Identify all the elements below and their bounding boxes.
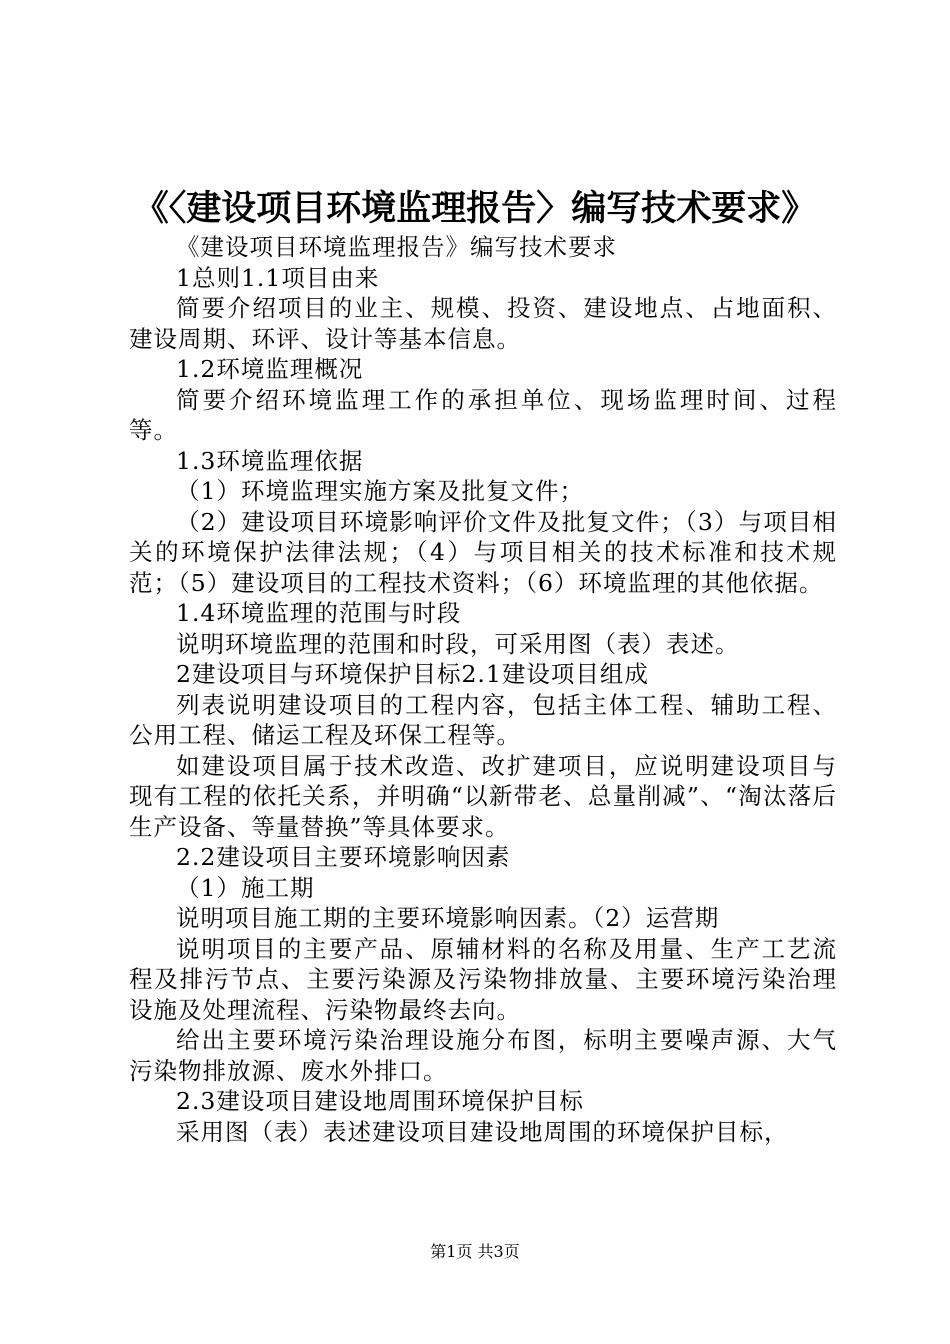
body-paragraph: 1总则1.1项目由来 bbox=[176, 263, 380, 292]
body-paragraph: 给出主要环境污染治理设施分布图，标明主要噪声源、大气污染物排放源、废水外排口。 bbox=[129, 1026, 837, 1085]
body-paragraph: 《建设项目环境监理报告》编写技术要求 bbox=[176, 233, 617, 261]
document-title: 《〈建设项目环境监理报告〉编写技术要求》 bbox=[133, 188, 817, 229]
body-paragraph: 2建设项目与环境保护目标2.1建设项目组成 bbox=[176, 660, 649, 688]
body-paragraph: 1.2环境监理概况 bbox=[176, 355, 364, 383]
document-body bbox=[129, 232, 837, 1147]
body-paragraph: 说明环境监理的范围和时段，可采用图（表）表述。 bbox=[176, 629, 740, 658]
body-paragraph: （2）建设项目环境影响评价文件及批复文件；（3）与项目相关的环境保护法律法规；（4）与项目相关的技术标准和技术规范；（5）建设项目的工程技术资料；（6）环境监理的其他依据。 bbox=[129, 507, 837, 597]
body-paragraph: 2.3建设项目建设地周围环境保护目标 bbox=[176, 1087, 584, 1115]
body-paragraph: 如建设项目属于技术改造、改扩建项目，应说明建设项目与现有工程的依托关系，并明确“以新带老、总量削减”、“淘汰落后生产设备、等量替换”等具体要求。 bbox=[129, 751, 837, 841]
body-paragraph: 1.4环境监理的范围与时段 bbox=[176, 599, 462, 627]
body-paragraph: 1.3环境监理依据 bbox=[176, 446, 364, 475]
body-paragraph: 列表说明建设项目的工程内容，包括主体工程、辅助工程、公用工程、储运工程及环保工程等。 bbox=[129, 690, 837, 749]
body-paragraph: 简要介绍项目的业主、规模、投资、建设地点、占地面积、建设周期、环评、设计等基本信息。 bbox=[129, 294, 837, 353]
body-paragraph: 说明项目施工期的主要环境影响因素。（2）运营期 bbox=[176, 904, 720, 932]
body-paragraph: 2.2建设项目主要环境影响因素 bbox=[176, 843, 511, 871]
body-paragraph: 采用图（表）表述建设项目建设地周围的环境保护目标， bbox=[176, 1117, 789, 1146]
body-paragraph: 简要介绍环境监理工作的承担单位、现场监理时间、过程等。 bbox=[129, 385, 837, 444]
page-footer: 第1页 共3页 bbox=[430, 1242, 520, 1261]
body-paragraph: （1）施工期 bbox=[176, 873, 315, 902]
body-paragraph: 说明项目的主要产品、原辅材料的名称及用量、生产工艺流程及排污节点、主要污染源及污染物排放量、主要环境污染治理设施及处理流程、污染物最终去向。 bbox=[129, 934, 837, 1024]
body-paragraph: （1）环境监理实施方案及批复文件； bbox=[176, 477, 584, 505]
